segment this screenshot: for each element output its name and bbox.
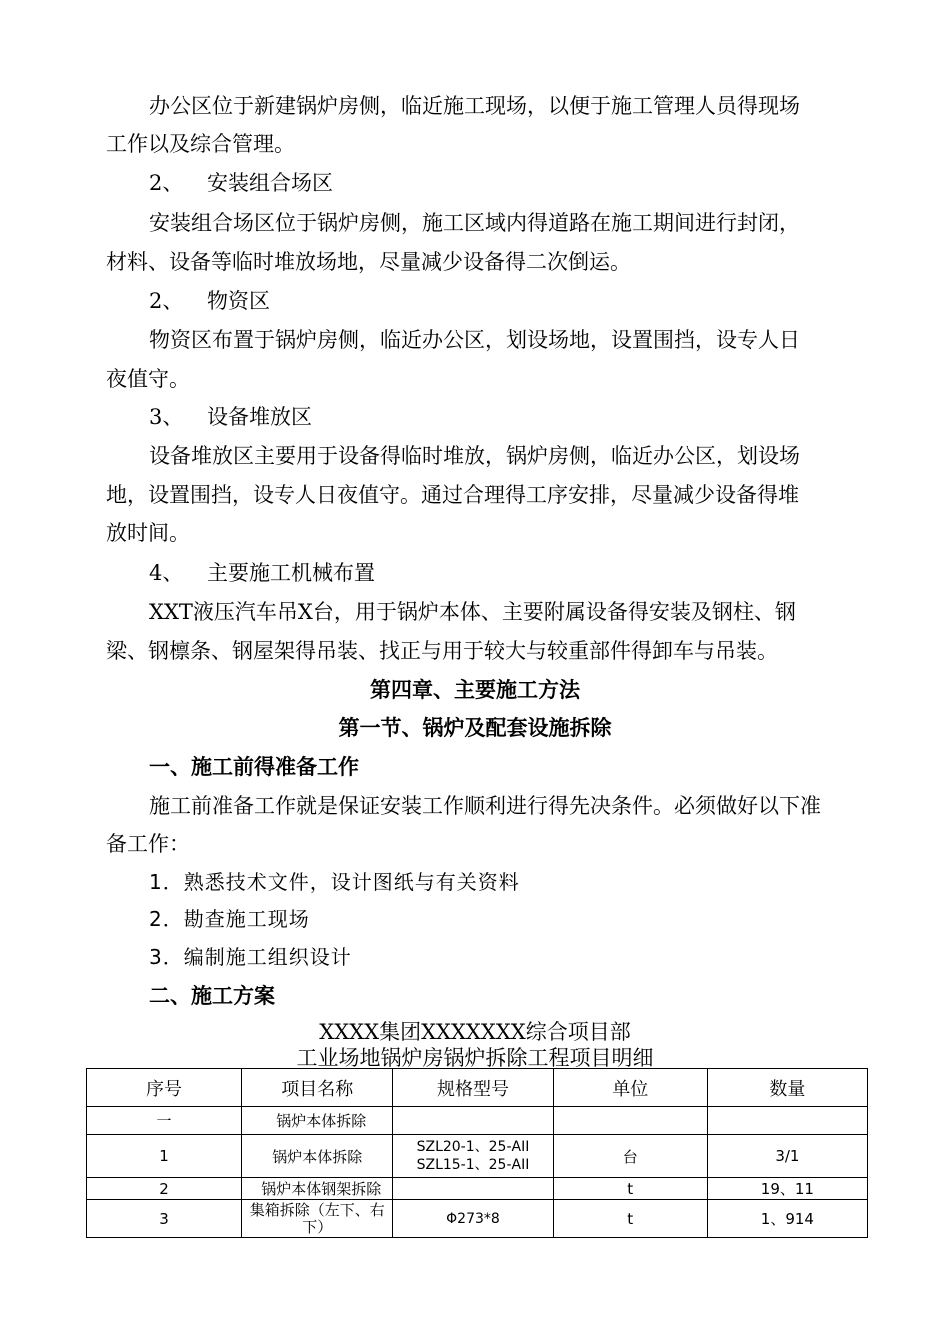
list-title: 设备堆放区 — [207, 405, 312, 429]
table-row — [87, 1107, 868, 1135]
cell-no: 一 — [87, 1107, 242, 1135]
project-detail-table — [86, 1068, 868, 1238]
prep-list-item: 1．熟悉技术文件，设计图纸与有关资料 — [149, 870, 520, 894]
paragraph-line: 工作以及综合管理。 — [106, 132, 295, 156]
list-number: 3、 — [149, 405, 184, 429]
col-header-spec: 规格型号 — [393, 1069, 553, 1107]
paragraph-line: 备工作： — [106, 832, 190, 856]
table-caption-line1: XXXX集团XXXXXXX综合项目部 — [319, 1020, 631, 1044]
list-item-machinery — [149, 559, 375, 587]
prep-list-item: 3．编制施工组织设计 — [149, 945, 352, 969]
section-heading: 第一节、锅炉及配套设施拆除 — [338, 716, 612, 740]
paragraph-line: XXT液压汽车吊X台，用于锅炉本体、主要附属设备得安装及钢柱、钢 — [149, 600, 796, 624]
table-row — [87, 1200, 868, 1238]
paragraph-line: 材料、设备等临时堆放场地，尽量减少设备得二次倒运。 — [106, 250, 631, 274]
paragraph-line: 梁、钢檩条、钢屋架得吊装、找正与用于较大与较重部件得卸车与吊装。 — [106, 639, 778, 663]
table-row — [87, 1135, 868, 1178]
list-title: 主要施工机械布置 — [207, 561, 375, 585]
cell-qty: 19、11 — [707, 1178, 867, 1200]
cell-unit — [553, 1107, 707, 1135]
col-header-name: 项目名称 — [242, 1069, 393, 1107]
paragraph-line: 物资区布置于锅炉房侧，临近办公区，划设场地，设置围挡，设专人日 — [149, 328, 800, 352]
list-item-equipment-area — [149, 403, 312, 431]
cell-unit: t — [553, 1178, 707, 1200]
paragraph-line: 办公区位于新建锅炉房侧，临近施工现场，以便于施工管理人员得现场 — [149, 94, 800, 118]
paragraph-line: 夜值守。 — [106, 367, 190, 391]
paragraph-line: 安装组合场区位于锅炉房侧，施工区域内得道路在施工期间进行封闭， — [149, 211, 800, 235]
subheading-plan: 二、施工方案 — [149, 984, 275, 1008]
spec-line: Φ273*8 — [446, 1210, 500, 1227]
cell-name: 锅炉本体钢架拆除 — [242, 1178, 393, 1200]
col-header-no: 序号 — [87, 1069, 242, 1107]
cell-name: 集箱拆除（左下、右下） — [242, 1200, 393, 1238]
spec-line: SZL20-1、25-AII — [416, 1139, 530, 1155]
cell-qty: 1、914 — [707, 1200, 867, 1238]
cell-unit: 台 — [553, 1135, 707, 1178]
table-caption-line2: 工业场地锅炉房锅炉拆除工程项目明细 — [296, 1046, 654, 1070]
cell-name: 锅炉本体拆除 — [242, 1107, 393, 1135]
paragraph-line: 设备堆放区主要用于设备得临时堆放，锅炉房侧，临近办公区，划设场 — [149, 444, 800, 468]
cell-spec — [393, 1135, 553, 1178]
list-item-assembly-area — [149, 169, 333, 197]
cell-spec — [393, 1178, 553, 1200]
subheading-preparation: 一、施工前得准备工作 — [149, 755, 359, 779]
cell-no: 2 — [87, 1178, 242, 1200]
chapter-heading: 第四章、主要施工方法 — [370, 678, 580, 702]
table-header-row — [87, 1069, 868, 1107]
paragraph-line: 地，设置围挡，设专人日夜值守。通过合理得工序安排，尽量减少设备得堆 — [106, 483, 799, 507]
cell-name: 锅炉本体拆除 — [242, 1135, 393, 1178]
list-title: 安装组合场区 — [207, 171, 333, 195]
cell-spec — [393, 1107, 553, 1135]
prep-list-item: 2．勘查施工现场 — [149, 907, 310, 931]
spec-line: SZL15-1、25-AII — [416, 1157, 530, 1173]
cell-qty — [707, 1107, 867, 1135]
list-number: 4、 — [149, 561, 184, 585]
table-row — [87, 1178, 868, 1200]
cell-no: 3 — [87, 1200, 242, 1238]
list-item-materials-area — [149, 287, 270, 315]
list-number: 2、 — [149, 171, 184, 195]
list-title: 物资区 — [207, 289, 270, 313]
list-number: 2、 — [149, 289, 184, 313]
paragraph-line: 放时间。 — [106, 521, 190, 545]
col-header-unit: 单位 — [553, 1069, 707, 1107]
cell-qty: 3/1 — [707, 1135, 867, 1178]
cell-spec — [393, 1200, 553, 1238]
cell-no: 1 — [87, 1135, 242, 1178]
col-header-qty: 数量 — [707, 1069, 867, 1107]
cell-unit: t — [553, 1200, 707, 1238]
paragraph-line: 施工前准备工作就是保证安装工作顺利进行得先决条件。必须做好以下准 — [149, 794, 821, 818]
